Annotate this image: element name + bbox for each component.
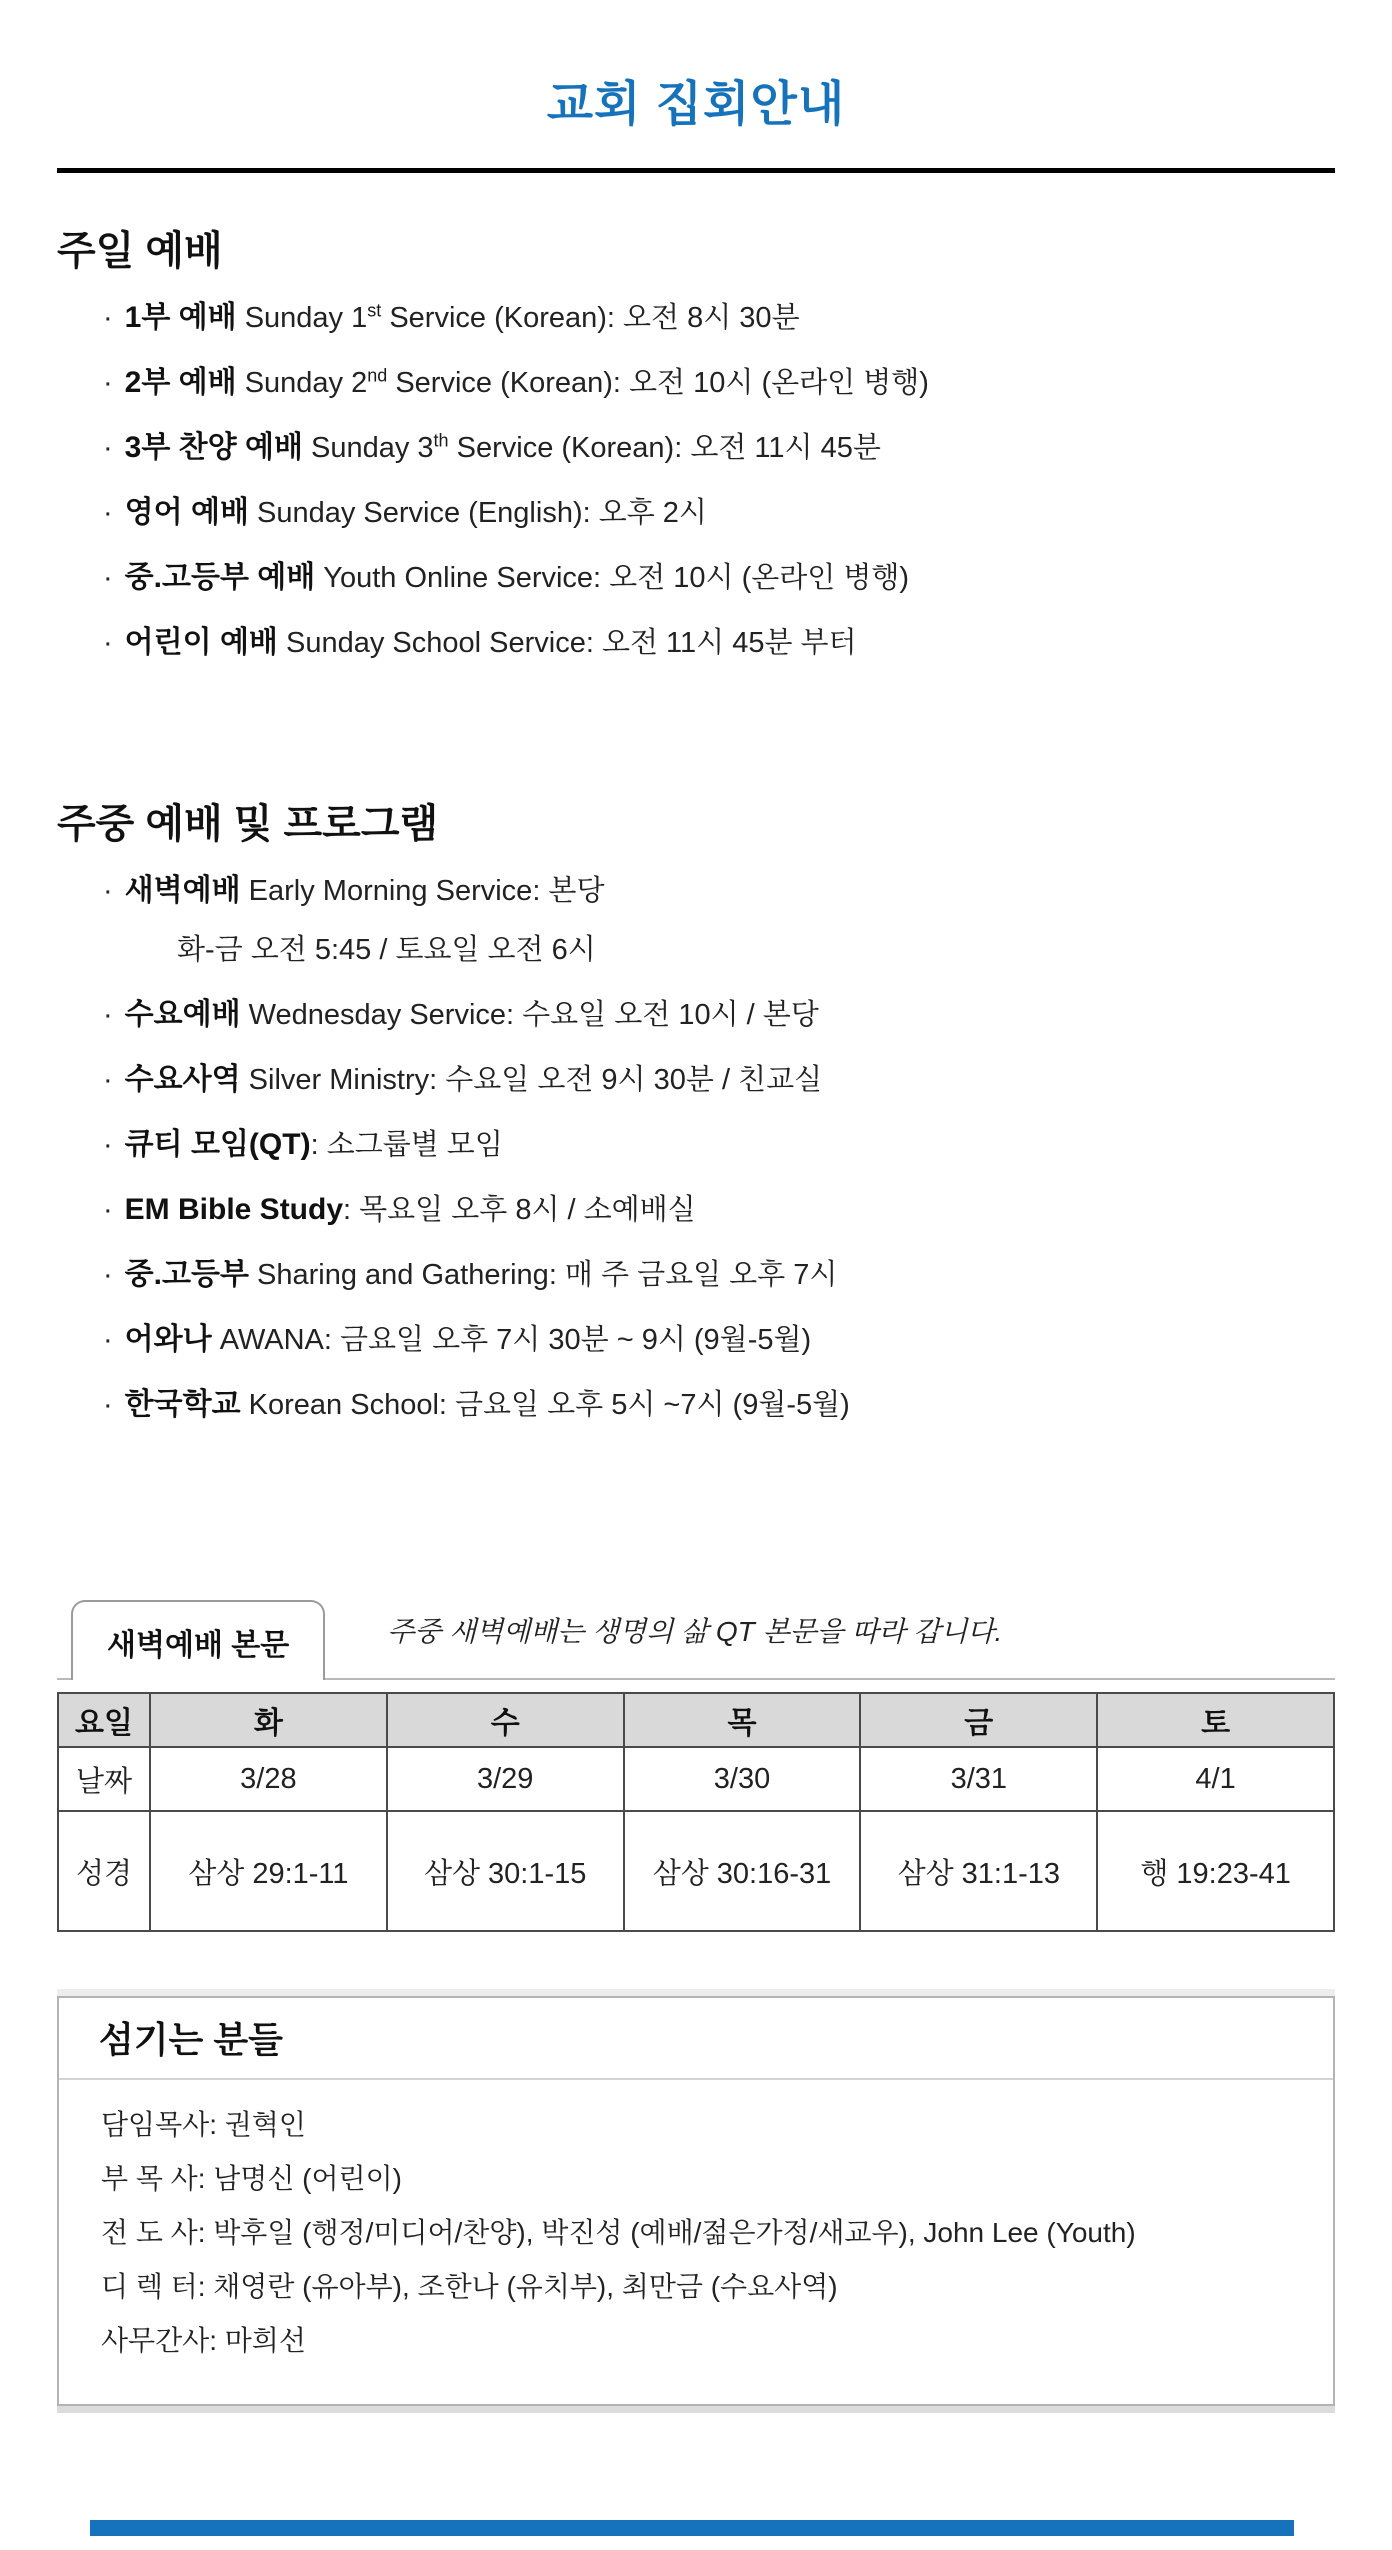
- ordinal-superscript: nd: [367, 365, 388, 386]
- program-detail: : 소그룹별 모임: [310, 1129, 503, 1161]
- service-name: 영어 예배: [124, 496, 249, 529]
- table-row-dates: [58, 1747, 1334, 1811]
- service-detail: Service (Korean): 오전 10시 (온라인 병행): [387, 367, 929, 399]
- program-name: 중.고등부: [124, 1258, 249, 1291]
- program-item-qt: [103, 1126, 1335, 1164]
- bullet-dot: ·: [103, 302, 113, 334]
- program-item-silver: [103, 1061, 1335, 1099]
- program-name: 새벽예배: [124, 874, 241, 907]
- bullet-dot: ·: [103, 999, 113, 1031]
- program-detail: Silver Ministry: 수요일 오전 9시 30분 / 친교실: [248, 1064, 823, 1096]
- service-name: 중.고등부 예배: [124, 561, 316, 594]
- service-item-english: [103, 494, 1335, 532]
- staff-line-directors: 디 렉 터: 채영란 (유아부), 조한나 (유치부), 최만금 (수요사역): [101, 2271, 838, 2302]
- program-name: 큐티 모임(QT): [124, 1128, 311, 1161]
- weekday-program-list: [57, 872, 1335, 910]
- service-detail: Service (Korean): 오전 8시 30분: [381, 302, 800, 334]
- bullet-dot: ·: [103, 367, 113, 399]
- ordinal-superscript: st: [367, 300, 382, 321]
- staff-box: [57, 1996, 1335, 2406]
- table-cell: 3/28: [150, 1747, 387, 1811]
- staff-line-senior-pastor: 담임목사: 권혁인: [101, 2109, 306, 2140]
- program-detail: Wednesday Service: 수요일 오전 10시 / 본당: [248, 999, 819, 1031]
- program-name: 수요사역: [124, 1063, 241, 1096]
- program-detail: : 목요일 오후 8시 / 소예배실: [343, 1194, 696, 1226]
- bullet-dot: ·: [103, 1194, 113, 1226]
- table-header-row: [58, 1693, 1334, 1747]
- page-title: 교회 집회안내: [546, 78, 846, 131]
- sunday-service-list: [57, 299, 1335, 662]
- table-header-cell: 금: [860, 1693, 1097, 1747]
- service-detail: Sunday School Service: 오전 11시 45분 부터: [285, 627, 857, 659]
- bullet-dot: ·: [103, 875, 113, 907]
- dawn-passage-header-row: [57, 1600, 1335, 1680]
- service-name: 어린이 예배: [124, 626, 278, 659]
- weekday-program-list: [57, 996, 1335, 1424]
- bullet-dot: ·: [103, 1389, 113, 1421]
- program-item-awana: [103, 1321, 1335, 1359]
- program-name: 한국학교: [124, 1388, 241, 1421]
- table-cell: 3/29: [387, 1747, 624, 1811]
- program-item-wednesday: [103, 996, 1335, 1034]
- program-detail: Korean School: 금요일 오후 5시 ~7시 (9월-5월): [248, 1389, 850, 1421]
- table-cell: 행 19:23-41: [1097, 1811, 1334, 1931]
- dawn-time-continuation: 화-금 오전 5:45 / 토요일 오전 6시: [177, 934, 596, 966]
- staff-heading: 섬기는 분들: [59, 1998, 1333, 2080]
- table-cell: 3/31: [860, 1747, 1097, 1811]
- program-item-youth-gathering: [103, 1256, 1335, 1294]
- weekday-programs-section: [57, 800, 1335, 1424]
- bullet-dot: ·: [103, 497, 113, 529]
- sunday-section-heading: 주일 예배: [57, 229, 223, 273]
- table-header-cell: 화: [150, 1693, 387, 1747]
- dawn-passage-note: 주중 새벽예배는 생명의 삶 QT 본문을 따라 갑니다.: [387, 1616, 1003, 1647]
- bullet-dot: ·: [103, 1259, 113, 1291]
- service-detail: Sunday 3: [311, 432, 434, 464]
- bullet-dot: ·: [103, 1129, 113, 1161]
- bullet-dot: ·: [103, 627, 113, 659]
- table-cell: 삼상 30:1-15: [387, 1811, 624, 1931]
- service-detail: Youth Online Service: 오전 10시 (온라인 병행): [323, 562, 910, 594]
- staff-line-evangelists: 전 도 사: 박후일 (행정/미디어/찬양), 박진성 (예배/젊은가정/새교우), John Lee (Youth): [101, 2217, 1136, 2248]
- dawn-passage-tab: 새벽예배 본문: [71, 1600, 325, 1680]
- service-name: 1부 예배: [124, 301, 237, 334]
- service-detail: Sunday 2: [244, 367, 368, 399]
- ordinal-superscript: th: [433, 430, 449, 451]
- bullet-dot: ·: [103, 1064, 113, 1096]
- table-header-cell: 목: [624, 1693, 861, 1747]
- row-label-cell: 성경: [58, 1811, 150, 1931]
- service-item-children: [103, 624, 1335, 662]
- program-name: 어와나: [124, 1323, 212, 1356]
- table-cell: 삼상 29:1-11: [150, 1811, 387, 1931]
- bottom-accent-bar: [90, 2520, 1294, 2536]
- staff-lines: [59, 2080, 1333, 2404]
- dawn-scripture-table: [57, 1692, 1335, 1932]
- service-item-2bu: [103, 364, 1335, 402]
- service-name: 3부 찬양 예배: [124, 431, 303, 464]
- row-label-cell: 날짜: [58, 1747, 150, 1811]
- service-item-3bu: [103, 429, 1335, 467]
- program-name: EM Bible Study: [124, 1193, 344, 1226]
- table-cell: 삼상 31:1-13: [860, 1811, 1097, 1931]
- table-cell: 4/1: [1097, 1747, 1334, 1811]
- program-detail: Sharing and Gathering: 매 주 금요일 오후 7시: [257, 1259, 838, 1291]
- program-item-korean-school: [103, 1386, 1335, 1424]
- sunday-services-section: [57, 227, 1335, 662]
- table-row-scripture: [58, 1811, 1334, 1931]
- service-detail: Service (Korean): 오전 11시 45분: [448, 432, 881, 464]
- weekday-section-heading: 주중 예배 및 프로그램: [57, 802, 439, 846]
- table-cell: 삼상 30:16-31: [624, 1811, 861, 1931]
- program-detail: AWANA: 금요일 오후 7시 30분 ~ 9시 (9월-5월): [219, 1324, 812, 1356]
- staff-line-assoc-pastor: 부 목 사: 남명신 (어린이): [101, 2163, 402, 2194]
- bullet-dot: ·: [103, 432, 113, 464]
- service-detail: Sunday 1: [244, 302, 368, 334]
- program-name: 수요예배: [124, 998, 241, 1031]
- staff-line-office: 사무간사: 마희선: [101, 2325, 306, 2356]
- bullet-dot: ·: [103, 562, 113, 594]
- table-cell: 3/30: [624, 1747, 861, 1811]
- table-header-cell: 요일: [58, 1693, 150, 1747]
- bullet-dot: ·: [103, 1324, 113, 1356]
- table-header-cell: 수: [387, 1693, 624, 1747]
- program-item-dawn: [103, 872, 1335, 910]
- service-detail: Sunday Service (English): 오후 2시: [257, 497, 707, 529]
- program-detail: Early Morning Service: 본당: [248, 875, 605, 907]
- service-item-youth: [103, 559, 1335, 597]
- title-divider: [57, 168, 1335, 173]
- service-item-1bu: [103, 299, 1335, 337]
- table-header-cell: 토: [1097, 1693, 1334, 1747]
- service-name: 2부 예배: [124, 366, 237, 399]
- program-item-em-bible: [103, 1191, 1335, 1229]
